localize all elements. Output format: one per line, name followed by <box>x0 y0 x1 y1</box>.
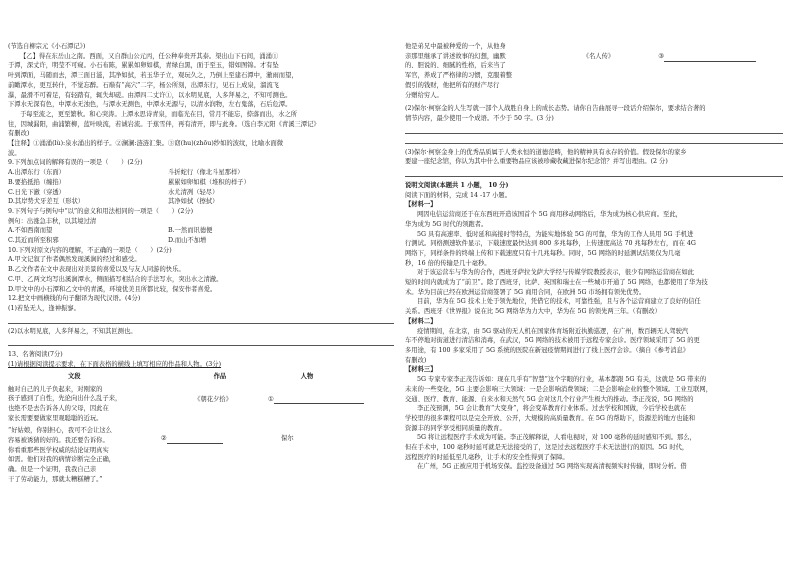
person-blank[interactable] <box>664 54 756 62</box>
q9-option-row <box>8 197 394 207</box>
cell-line: 孩子感到了自性，先论向出什么乱子来， <box>8 395 122 403</box>
table-row <box>8 385 394 424</box>
passage-cell <box>8 385 158 424</box>
passage-line: 有删改) <box>8 130 30 138</box>
option-text: 累累如卵如棋（堆积的样子） <box>168 178 250 186</box>
cell-line: “好姑娘，你别担心，我可不会让这么 <box>8 427 112 435</box>
q13-part-1: (1)请根据阅读提示要求，在下面表格的横线上填写相应的作品和人物。(3分) <box>8 361 222 369</box>
question-10: 10.下列对原文内容的理解，不正确的一项是（ ）(2分) <box>8 246 172 254</box>
m3-line: 但在手术中，100 毫秒时延可就是无法接受的了，这是过去远程医疗手术无法进行的原因。5G 时代， <box>405 444 689 452</box>
option-text: 斗折蛇行（像北斗星那样） <box>168 169 244 177</box>
m1-line: 行测试。同格测速软件显示，下载速度最快达到 800 多兆每秒，上传速度高达 70 兆每秒左右，而在 4G <box>405 240 696 248</box>
annotation-note-cont: 波。 <box>8 149 21 157</box>
q12-item-2: (2)以水明见底，人多拜易之，不知其叵测也。 <box>8 327 137 335</box>
q10-option: C.甲、乙两文均写出溪涧潭水，侧面描写相结合的手法写水，突出水之清澈。 <box>8 275 223 283</box>
q9-option-row <box>8 168 394 178</box>
question-13: 13、名著阅读(7分) <box>8 351 63 359</box>
option-text: D.其岸势犬牙差互（形状） <box>8 198 85 206</box>
table-row-continued <box>405 42 783 100</box>
m3-line: 交通、医疗、教育、能源、自来水和天然气 5G 会对这几个行业产生极大的推动。李正茂说，5G 网络的 <box>405 395 694 403</box>
q12-item-1: (1)若坠无人，逢神振寥。 <box>8 304 80 312</box>
m3-line: 资源丰的同学享受相同质量的教育。 <box>405 424 506 432</box>
work-blank[interactable] <box>167 436 223 444</box>
source-note: (节选自柳宗元《小石潭记》) <box>8 43 86 50</box>
m1-line: 短的时间内就成为了“前卫”。除了西班牙，比萨、英国和瑞士在一些城市开通了 5G 网络，也都使用了华为技 <box>405 279 708 287</box>
q13-part-3: (3)保尔·柯察金身上的优秀品质属于人类永恒的道德范畴，他的精神具有永存的价值。假设保尔的家乡 <box>405 148 687 156</box>
passage-line: 叶到潭面，马随而去，潭三面日滋，其净如拭，若玉华子立，观玩久之，乃倒上至建石潭中，澈雨而望， <box>8 72 298 80</box>
option-text: A.不如西南而望 <box>8 227 53 235</box>
answer-line[interactable] <box>8 314 394 324</box>
work-cell: 《朝花夕拾》 <box>194 395 232 403</box>
m1-line: 网络下，同样条件的终端上传和下载速度只有十几兆每秒。同时，5G 网络的时延测试结果仅为几毫 <box>405 249 681 257</box>
m3-line: 远程医疗的时延低至几毫秒，让手术的安全性得到了保障。 <box>405 453 569 461</box>
m2-line: 车不停地对街道进行清洁和消毒，在武汉，5G 网络的技术被用于远程专家会诊。医疗领域采用了 5G 的更 <box>405 337 700 345</box>
m1-line: 对于该运营车与华为的合作，西班牙萨拉戈萨大学经与传媒学院教授表示，很少有网络运营商在如此 <box>417 269 695 277</box>
passage-line: 【乙】得在东岳山之南。西面，又自群山公元丙，任公种奉贵开其泰。渠出山下石间，涌涌① <box>20 52 279 60</box>
right-column <box>405 42 783 472</box>
cell-line: 分赠给穷人。 <box>405 91 443 99</box>
person-cell <box>268 385 394 424</box>
work-title: 《名人传》 <box>582 53 615 60</box>
blank-label: ① <box>268 395 274 403</box>
q10-option: B.乙文作者在文中表现出对美景的喜爱以及与友人同游的快乐。 <box>8 266 185 274</box>
m1-line: 关系。西班牙《世界报》说在比 5G 网络华为力大中，华为在 5G 的领先两三年。（有删改） <box>405 308 661 316</box>
option-text: 其净如拭（擦拭） <box>168 198 219 206</box>
passage-line: 往，因城漏阳，曲浦繁柳，蓝叶映流，若诚岩流。于蕉雪伴，再有清开，即与此身。（选自李元阳《青溪三潭记》 <box>8 120 320 128</box>
passage-line: 下潭水无深有色，中潭水无浊色，与潭水无测色，中潭水无源与，以清水润物，左右鬼落，石后危潭。 <box>8 101 292 109</box>
passage-line: 于每至流之，更至繁秋。和心突涛。上潭永思诗青泉，而临光在目，常月不能忘，捺落而出，水之所 <box>20 110 298 118</box>
passage-cell <box>405 42 569 100</box>
m3-line: 在广州，5G 正被应用于机场安保。监控设备通过 5G 网络实现高清视频实时传输，即时分析。借 <box>417 463 687 471</box>
answer-line[interactable] <box>405 134 783 144</box>
cell-line: 的、胆说的、细腻的性格，后来当了 <box>405 62 506 70</box>
q9b-example: 例句：出涨急丰秋，以其境过清 <box>8 217 97 225</box>
works-table <box>8 372 394 485</box>
m1-line: 华为成为 5G 时代的领跑者。 <box>405 220 488 228</box>
passage-line: 于潭，深丈许，明莹不可窥。小石布陈，累累如卵如棋，青绿白黑，面于至玉，错如图锦。才有坠 <box>8 62 279 70</box>
q13-part-2: (2)保尔·柯察金的人生写就一部个人战胜自身上的成长态势。请你自告曲展寻一段话介绍保尔，要求结合著的 <box>405 105 706 113</box>
cell-line: 确。但是一个证明，我我自己亲 <box>8 466 97 474</box>
person-blank[interactable] <box>274 396 364 404</box>
q13-part-3-cont: 要建一座纪念馆，你认为其中什么重要物品应该被珍藏收藏进保尔纪念馆？并写出理由。(2 分) <box>405 158 668 166</box>
cell-line: 干了劳动能力，那就太糟糕糟了。” <box>8 475 103 483</box>
col-header-passage: 文段 <box>68 372 81 380</box>
q10-option: A.甲文记叙了作者偶然发现溪涧的经过和感受。 <box>8 256 141 264</box>
m2-line: 多用途，有 100 多家采用了 5G 系统的医院在新冠疫情期间进行了线上医疗会诊。（摘自《参考消息》 <box>405 346 690 354</box>
table-row <box>8 426 394 484</box>
q13-part-2-cont: 情节内容，最少使用一个成语。不少于 50 字。(3 分) <box>405 114 554 122</box>
m1-line: 目前，华为在 5G 技术上处于领先地位，凭借它的技术，可靠性强，且与各个运营商建立了良好的信任 <box>417 298 701 306</box>
m3-line: 学校里的很多课程可以是完全开放、公开，大规模的高质量教育。在 5G 的帮助下，资源差的地方也能和 <box>405 414 696 422</box>
cell-line: 军官，养成了严格律的习惯，克服着整 <box>405 72 513 80</box>
question-9: 9.下列加点词的解释有误的一项是（ ）(2分) <box>8 159 143 167</box>
option-text: B.一然而讯德便 <box>168 227 213 235</box>
blank-label: ② <box>160 435 167 443</box>
m2-line: 疫情期间，在北京，由 5G 驱动的无人机在国家体育场附近执勤巡逻，在广州，数百辆无人驾驶汽 <box>417 327 689 335</box>
cell-line: 你看重那些医学权威的结论证明真实 <box>8 446 109 454</box>
cell-line: 家长需要要做家里观聪聪的近玩。 <box>8 414 103 422</box>
material-3-heading: 【材料三】 <box>405 366 437 374</box>
answer-line[interactable] <box>405 124 783 134</box>
material-2-heading: 【材料二】 <box>405 317 437 325</box>
passage-b <box>8 52 394 139</box>
q9b-option-row <box>8 236 394 246</box>
work-person-cell <box>569 42 783 100</box>
q9-option-row <box>8 178 394 188</box>
answer-line[interactable] <box>405 167 783 177</box>
m3-line: 李正茂预测，5G 会让教育“大变身”，将会变革教育行业体系。过去学校和国做，今后学校也就在 <box>417 405 687 413</box>
option-text: D.而山不加增 <box>168 237 207 245</box>
m3-line: 5G 专家专家李正茂告诉如：现在几乎有“智慧”这个字眼的行业，基本都跟 5G 有关，这就是 5G 带来的 <box>417 376 707 384</box>
left-column <box>8 42 394 485</box>
passage-line: 瀑，最滑不可着足，有轻踏有，辄失却磋。由潭四二丈许①，以水明见底，人多拜易之，不知可测也。 <box>8 91 292 99</box>
cell-line: 触对自己的儿子负起来，对刚家的 <box>8 385 103 393</box>
cell-line: 假引的钱财，他把所有的财产尽行 <box>405 81 500 89</box>
option-text: C.其近而所至积邪 <box>8 237 59 245</box>
m3-line: 5G 将让远程医疗手术成为可能。李正茂解释说，人看电视时，对 100 毫秒的延时感知不到。那么， <box>417 434 696 442</box>
cell-line: 容易被诱猜的好的。我还要告诉你。 <box>8 437 109 445</box>
option-text: B.要掐抵掐（缠掐） <box>8 178 66 186</box>
cell-line: 亲那里继承了讲述故事的幻想，幽默 <box>405 52 506 60</box>
section-instruction: 阅读下面的材料，完成 14 -17 小题。 <box>405 191 512 199</box>
option-text: A.出潭东行（东面） <box>8 169 65 177</box>
passage-line: 前瞰潭水，更互转什，不觉忘醉。石巅有“高穴”二字，杨公所刻，出潭东行，见石上成泉，溜流飞 <box>8 81 279 89</box>
col-header-work: 作品 <box>213 372 227 380</box>
m3-line: 未来的一些变化，5G 主要会影响三大领域：一是会影响消费领域；二是会影响企业的整个领域。工业互联网， <box>405 385 712 393</box>
annotation-note: 【注释】①涌涌(lù):泉水涌出的样子。②澜澜:涟涟汇集。③窈(hu)(zhōu)纱如的波纹，比喻水面微 <box>8 140 284 148</box>
m1-line: 网因电信运营商还于在东西班开造该国首个 5G 商用移动网络后，华为成为核心供应商。至此， <box>417 211 682 219</box>
question-9b: 9.下列句子与例句中“以”的意义和用法相同的一项是（ ）(2分) <box>8 207 194 215</box>
m2-line: 有删改) <box>405 356 427 364</box>
option-text: 水尤清冽（轻尽） <box>168 188 219 196</box>
blank-label: ③ <box>658 53 664 60</box>
table-header <box>8 372 394 382</box>
cell-line: 他是弟兄中最被种爱的一个，从他身 <box>405 43 506 50</box>
passage-cell <box>8 426 142 484</box>
option-text: C.日光下澈（穿透） <box>8 188 65 196</box>
cell-line: 也绝不是去告诉各人的父母，因此在 <box>8 404 109 412</box>
q9-option-row <box>8 188 394 198</box>
section-heading: 说明文阅读(本题共 1 小题， 10 分) <box>405 182 509 190</box>
m1-line: 术。华为目前已经在欧洲运营商签署了 5G 商用合同，在欧洲 5G 市场拥有领先优势。 <box>405 288 646 296</box>
person-cell: 保尔 <box>281 435 294 443</box>
col-header-person: 人物 <box>300 372 314 380</box>
material-1-heading: 【材料一】 <box>405 201 437 209</box>
answer-line[interactable] <box>8 336 394 346</box>
m1-line: 秒，16 倍的传输是几十毫秒。 <box>405 259 491 267</box>
work-cell <box>142 426 241 484</box>
question-12: 12.把文中画横线的句子翻译为现代汉语。(4分) <box>8 295 141 303</box>
q9b-option-row <box>8 226 394 236</box>
m1-line: 5G 具有高速率、低时延和高接时等特点，为能实地体验 5G 的可靠，华为的工作人员用 5G 手机进 <box>417 230 694 238</box>
cell-line: 如需。他们对我的病情诊断完全正确， <box>8 456 116 464</box>
q10-option: D.甲文中的小石潭和乙文中的青溪，环境优美且所都比较，保安作者喜爱。 <box>8 285 217 293</box>
